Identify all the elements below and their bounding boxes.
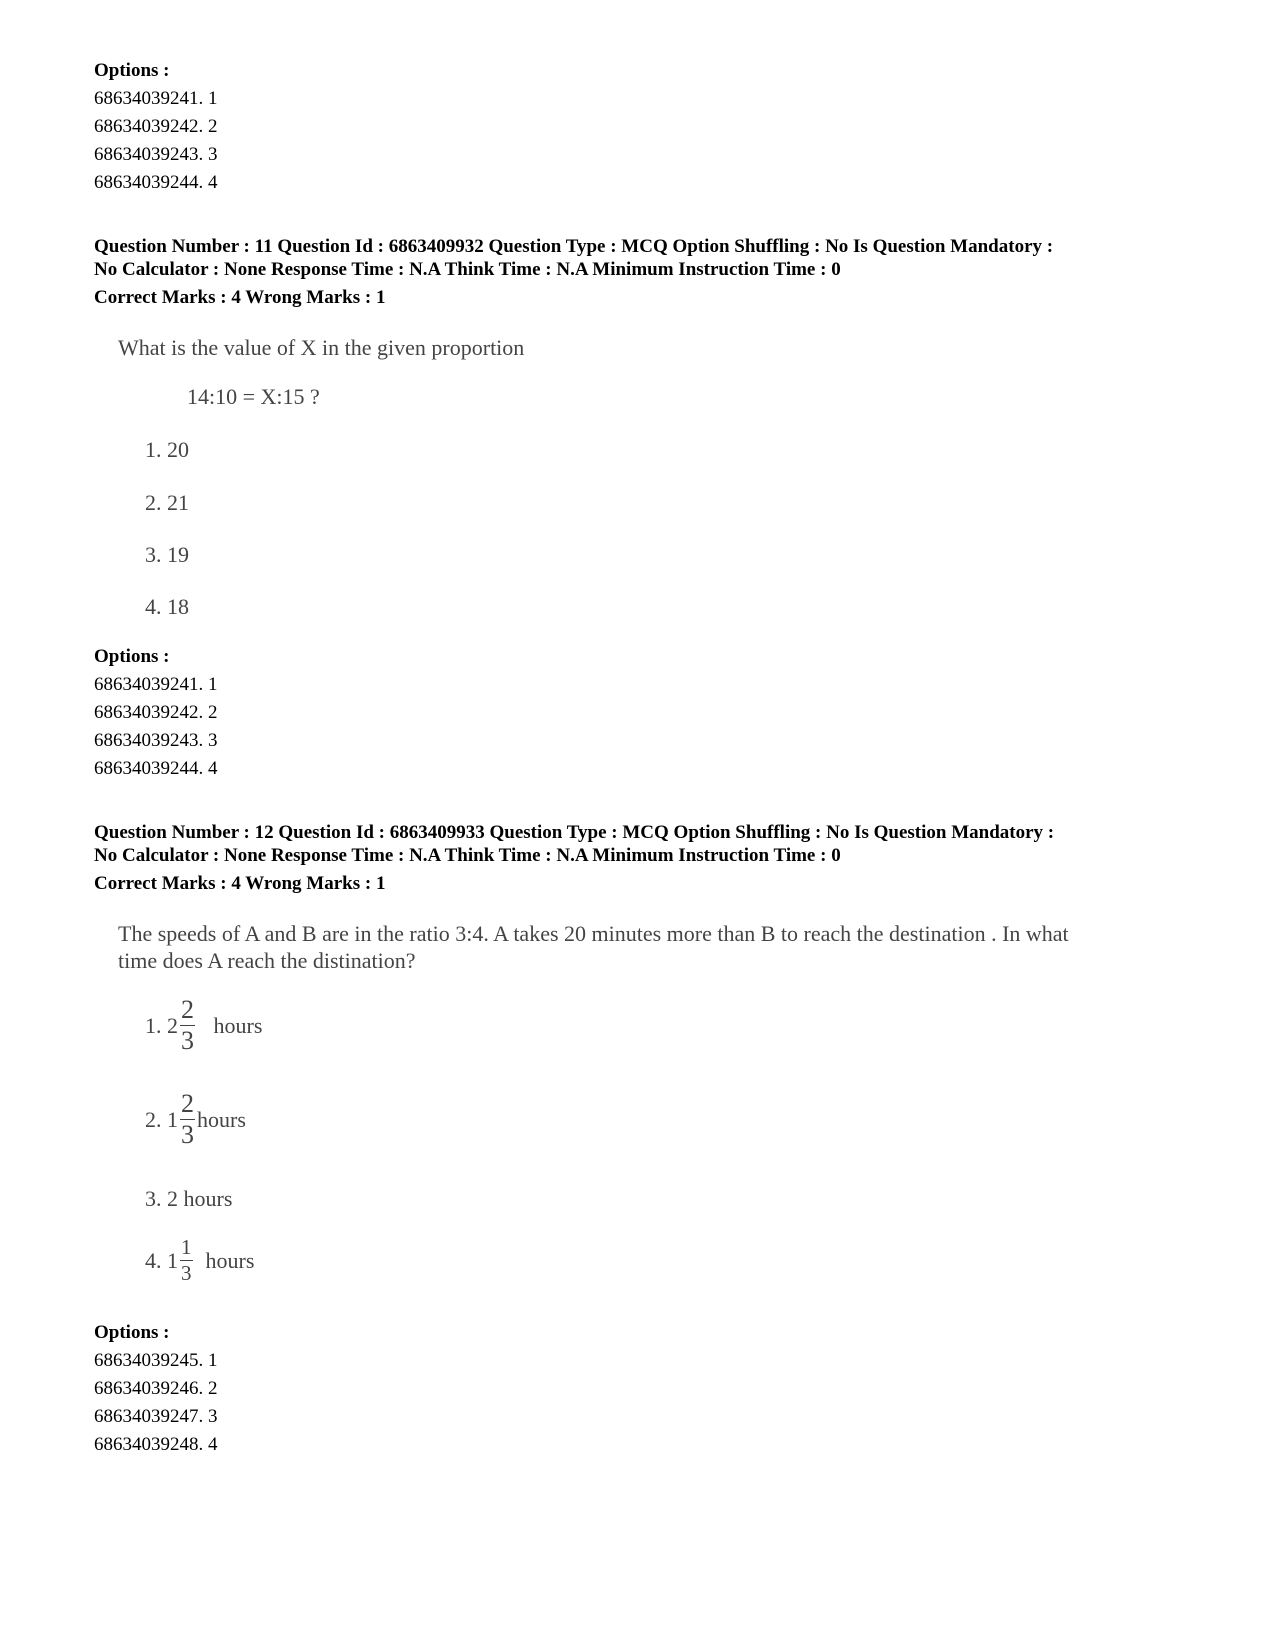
q11-option-item: 68634039243. 3 (94, 730, 218, 751)
q11-meta-line2: No Calculator : None Response Time : N.A Think Time : N.A Minimum Instruction Time : 0 (94, 259, 841, 280)
q12-choice-1 (145, 997, 262, 1054)
q12-meta-line2: No Calculator : None Response Time : N.A Think Time : N.A Minimum Instruction Time : 0 (94, 845, 841, 866)
fraction (180, 997, 195, 1054)
q11-option-item: 68634039241. 1 (94, 674, 218, 695)
q12-choice-2 (145, 1091, 246, 1148)
q11-marks: Correct Marks : 4 Wrong Marks : 1 (94, 287, 386, 308)
q11-choice: 3. 19 (145, 542, 189, 567)
q11-meta-line1: Question Number : 11 Question Id : 6863409932 Question Type : MCQ Option Shuffling : No Is Question Mandatory : (94, 236, 1054, 257)
option-item: 68634039243. 3 (94, 144, 218, 165)
option-item: 68634039244. 4 (94, 172, 218, 193)
fraction-numerator: 2 (181, 1089, 194, 1118)
q11-equation: 14:10 = X:15 ? (187, 384, 320, 409)
q12-choice-3: 3. 2 hours (145, 1186, 233, 1211)
q11-option-item: 68634039242. 2 (94, 702, 218, 723)
q12-choice-4 (145, 1237, 254, 1284)
q11-options-header: Options : (94, 646, 170, 667)
fraction-numerator: 1 (181, 1235, 192, 1259)
q12-option-item: 68634039248. 4 (94, 1434, 218, 1455)
fraction-denominator: 3 (181, 1261, 192, 1285)
q11-choice: 4. 18 (145, 594, 189, 619)
unit-label: hours (213, 1012, 263, 1038)
option-item: 68634039242. 2 (94, 116, 218, 137)
q12-question-line1: The speeds of A and B are in the ratio 3:4. A takes 20 minutes more than B to reach the destination . In what (118, 921, 1069, 946)
q12-option-item: 68634039246. 2 (94, 1378, 218, 1399)
option-item: 68634039241. 1 (94, 88, 218, 109)
q12-meta-line1: Question Number : 12 Question Id : 6863409933 Question Type : MCQ Option Shuffling : No Is Question Mandatory : (94, 822, 1055, 843)
options-header: Options : (94, 60, 170, 81)
q11-choice: 2. 21 (145, 490, 189, 515)
fraction-denominator: 3 (181, 1026, 194, 1055)
q12-marks: Correct Marks : 4 Wrong Marks : 1 (94, 873, 386, 894)
q12-question-line2: time does A reach the distination? (118, 948, 416, 973)
unit-label: hours (205, 1247, 255, 1273)
choice-prefix: 4. (145, 1247, 162, 1273)
choice-prefix: 1. (145, 1012, 162, 1038)
fraction (180, 1091, 195, 1148)
fraction-numerator: 2 (181, 995, 194, 1024)
q11-question-text: What is the value of X in the given proportion (118, 335, 525, 360)
q11-choice: 1. 20 (145, 437, 189, 462)
q11-option-item: 68634039244. 4 (94, 758, 218, 779)
q12-option-item: 68634039247. 3 (94, 1406, 218, 1427)
fraction-denominator: 3 (181, 1120, 194, 1149)
unit-label: hours (197, 1106, 246, 1132)
q12-option-item: 68634039245. 1 (94, 1350, 218, 1371)
fraction (180, 1237, 193, 1284)
mixed-whole: 1 (167, 1106, 178, 1132)
q12-options-header: Options : (94, 1322, 170, 1343)
choice-prefix: 2. (145, 1106, 162, 1132)
mixed-whole: 2 (167, 1012, 178, 1038)
mixed-whole: 1 (167, 1247, 178, 1273)
